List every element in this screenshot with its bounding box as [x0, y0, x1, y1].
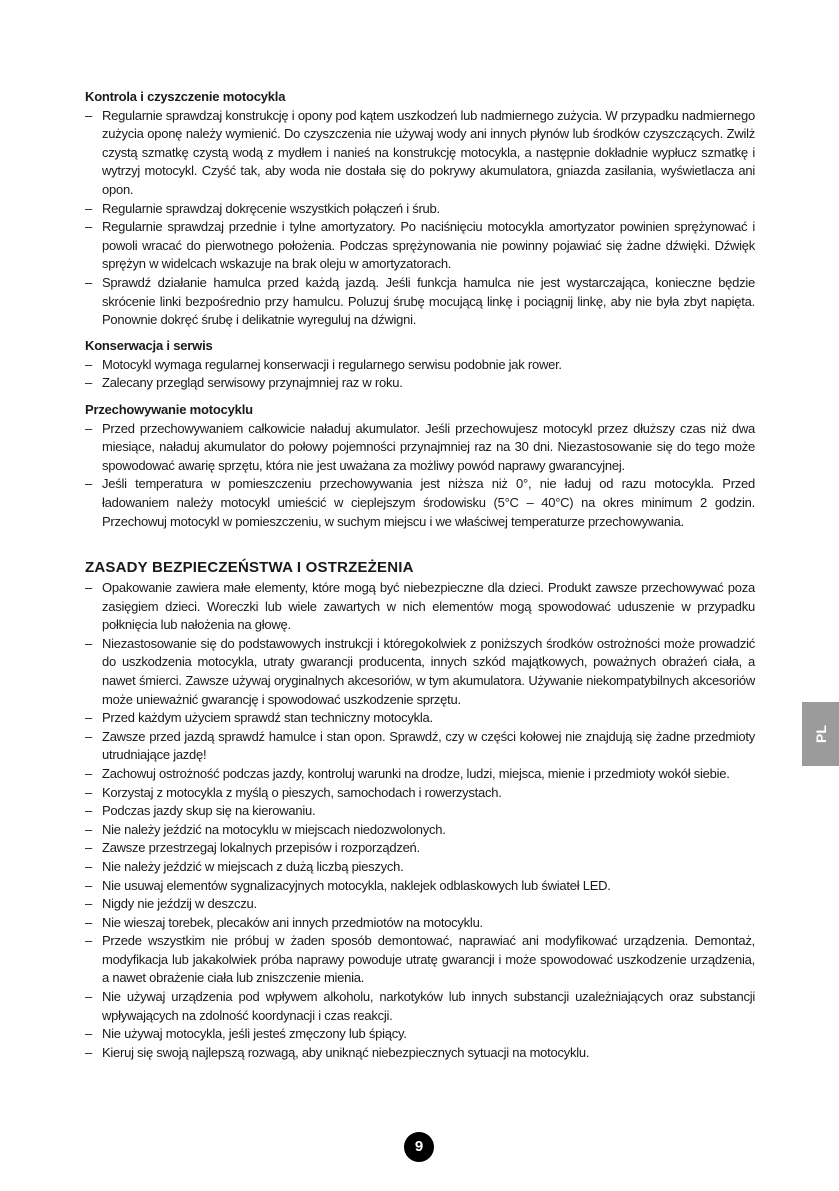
- bullet-dash: –: [85, 200, 92, 216]
- list-item: [85, 200, 755, 219]
- list-item-text: Zachowuj ostrożność podczas jazdy, kontroluj warunki na drodze, ludzi, miejsca, mienie i przedmioty wokół siebie.: [102, 765, 730, 781]
- bullet-dash: –: [85, 989, 92, 1005]
- list-item: [85, 988, 755, 1025]
- list-item: [85, 1025, 755, 1044]
- bullet-dash: –: [85, 840, 92, 856]
- list-item-text: Opakowanie zawiera małe elementy, które mogą być niebezpieczne dla dzieci. Produkt zawsze przechowywać poza zasięgiem dzieci. Woreczki lub wiele zawartych w nich elementów mogą spowodować uduszenie w przypadku połknięcia lub nałożenia na głowę.: [102, 580, 755, 633]
- bullet-dash: –: [85, 476, 92, 492]
- list-item-text: Zawsze przed jazdą sprawdź hamulce i stan opon. Sprawdź, czy w części kołowej nie znajdują się żadne przedmioty utrudniające jazdę!: [102, 728, 755, 763]
- page-number: 9: [404, 1132, 434, 1162]
- list-item: [85, 895, 755, 914]
- list-item: [85, 728, 755, 765]
- list-item: [85, 356, 755, 375]
- bullet-dash: –: [85, 356, 92, 372]
- list-item-text: Niezastosowanie się do podstawowych instrukcji i któregokolwiek z poniższych środków ostrożności może prowadzić do uszkodzenia motocykla, utraty gwarancji producenta, innych szkód majątkowych, poważnych obrażeń ciała, a nawet śmierci. Zawsze używaj oryginalnych akcesoriów, w tym akumulatora. Używanie niekompatybilnych akcesoriów może unieważnić gwarancję i spowodować uszkodzenie sprzętu.: [102, 635, 755, 707]
- list-item-text: Motocykl wymaga regularnej konserwacji i regularnego serwisu podobnie jak rower.: [102, 356, 562, 372]
- bullet-dash: –: [85, 896, 92, 912]
- section-cleaning: [85, 88, 755, 330]
- list-item-text: Przed przechowywaniem całkowicie naładuj akumulator. Jeśli przechowujesz motocykl przez dłuższy czas niż dwa miesiące, naładuj akumulator do połowy pojemności przynajmniej raz na 30 dni. Niezastosowanie się do tego może spowodować awarię sprzętu, która nie jest uważana za możliwy powód naprawy gwarancyjnej.: [102, 420, 755, 473]
- bullet-dash: –: [85, 821, 92, 837]
- list-item: [85, 914, 755, 933]
- list-item: [85, 784, 755, 803]
- list-item: [85, 821, 755, 840]
- section-heading: Konserwacja i serwis: [85, 338, 213, 353]
- safety-heading: ZASADY BEZPIECZEŃSTWA I OSTRZEŻENIA: [85, 559, 414, 576]
- list-item-text: Nie należy jeździć na motocyklu w miejscach niedozwolonych.: [102, 821, 446, 837]
- list-item-text: Podczas jazdy skup się na kierowaniu.: [102, 803, 316, 819]
- bullet-dash: –: [85, 784, 92, 800]
- list-item: [85, 579, 755, 635]
- list-item-text: Nie usuwaj elementów sygnalizacyjnych motocykla, naklejek odblaskowych lub świateł LED.: [102, 877, 611, 893]
- bullet-dash: –: [85, 1044, 92, 1060]
- bullet-dash: –: [85, 765, 92, 781]
- list-item: [85, 475, 755, 531]
- list-item: [85, 218, 755, 274]
- list-item-text: Nie używaj urządzenia pod wpływem alkoholu, narkotyków lub innych substancji uzależniających oraz substancji wpływających na zdolność koordynacji i czas reakcji.: [102, 989, 755, 1023]
- list-item: [85, 709, 755, 728]
- section-heading: Kontrola i czyszczenie motocykla: [85, 89, 286, 104]
- list-item: [85, 420, 755, 476]
- bullet-dash: –: [85, 420, 92, 436]
- bullet-list: [85, 107, 755, 330]
- list-item: [85, 877, 755, 896]
- bullet-dash: –: [85, 933, 92, 949]
- section-maintenance: [85, 337, 755, 393]
- list-item-text: Regularnie sprawdzaj przednie i tylne amortyzatory. Po naciśnięciu motocykla amortyzator powinien sprężynować i powoli wracać do pierwotnego położenia. Podczas sprężynowania nie powinny pojawiać się żadne dźwięki. Dźwięk sprężyn w widelcach wskazuje na brak oleju w amortyzatorach.: [102, 219, 755, 272]
- bullet-dash: –: [85, 914, 92, 930]
- list-item-text: Przed każdym użyciem sprawdź stan techniczny motocykla.: [102, 710, 433, 726]
- language-tab-label: PL: [812, 725, 829, 743]
- list-item: [85, 274, 755, 330]
- list-item-text: Regularnie sprawdzaj konstrukcję i opony pod kątem uszkodzeń lub nadmiernego zużycia. W przypadku nadmiernego zużycia oponę należy wymienić. Do czyszczenia nie używaj wody ani innych płynów lub środków czyszczących. Zwilż czystą szmatkę czystą wodą z mydłem i nanieś na konstrukcję motocykla, a następnie dokładnie wypłucz szmatkę i wytrzyj motocykl. Czyść tak, aby woda nie dostała się do pokrywy akumulatora, gniazda zasilania, wyświetlacza ani opon.: [102, 107, 755, 197]
- bullet-dash: –: [85, 219, 92, 235]
- section-safety: [85, 558, 755, 1062]
- language-tab: [802, 702, 839, 766]
- list-item-text: Kieruj się swoją najlepszą rozwagą, aby uniknąć niebezpiecznych sytuacji na motocyklu.: [102, 1044, 590, 1060]
- list-item: [85, 1044, 755, 1063]
- section-heading: Przechowywanie motocyklu: [85, 402, 253, 417]
- list-item-text: Jeśli temperatura w pomieszczeniu przechowywania jest niższa niż 0°, nie ładuj od razu motocykla. Przed ładowaniem należy motocykl umieścić w cieplejszym środowisku (5°C – 40°C) na okres minimum 2 godzin. Przechowuj motocykl w pomieszczeniu, w suchym miejscu i we właściwej temperaturze przechowywania.: [102, 476, 755, 529]
- bullet-dash: –: [85, 1026, 92, 1042]
- list-item-text: Nie wieszaj torebek, plecaków ani innych przedmiotów na motocyklu.: [102, 914, 483, 930]
- bullet-dash: –: [85, 375, 92, 391]
- bullet-dash: –: [85, 274, 92, 290]
- list-item-text: Nigdy nie jeździj w deszczu.: [102, 896, 257, 912]
- list-item: [85, 107, 755, 200]
- bullet-dash: –: [85, 635, 92, 651]
- list-item: [85, 635, 755, 709]
- list-item: [85, 839, 755, 858]
- bullet-list: [85, 579, 755, 1062]
- list-item-text: Nie używaj motocykla, jeśli jesteś zmęczony lub śpiący.: [102, 1026, 407, 1042]
- list-item: [85, 374, 755, 393]
- list-item: [85, 932, 755, 988]
- list-item-text: Regularnie sprawdzaj dokręcenie wszystkich połączeń i śrub.: [102, 200, 440, 216]
- list-item-text: Sprawdź działanie hamulca przed każdą jazdą. Jeśli funkcja hamulca nie jest wystarczająca, konieczne będzie skrócenie linki bezpośrednio przy hamulcu. Poluzuj śrubę mocującą linkę i pociągnij linkę, aby nie była zbyt napięta. Ponownie dokręć śrubę i delikatnie wyreguluj na dźwigni.: [102, 274, 755, 328]
- list-item-text: Korzystaj z motocykla z myślą o pieszych, samochodach i rowerzystach.: [102, 784, 502, 800]
- list-item: [85, 765, 755, 784]
- bullet-list: [85, 356, 755, 393]
- list-item-text: Zawsze przestrzegaj lokalnych przepisów i rozporządzeń.: [102, 840, 420, 856]
- bullet-dash: –: [85, 580, 92, 595]
- list-item-text: Przede wszystkim nie próbuj w żaden sposób demontować, naprawiać ani modyfikować urządzenia. Demontaż, modyfikacja lub jakakolwiek próba naprawy powoduje utratę gwarancji i może spowodować uszkodzenie urządzenia, a nawet obrażenie ciała lub zniszczenie mienia.: [102, 933, 755, 986]
- section-storage: [85, 401, 755, 531]
- bullet-list: [85, 420, 755, 532]
- list-item-text: Nie należy jeździć w miejscach z dużą liczbą pieszych.: [102, 858, 404, 874]
- list-item-text: Zalecany przegląd serwisowy przynajmniej raz w roku.: [102, 375, 403, 391]
- bullet-dash: –: [85, 877, 92, 893]
- bullet-dash: –: [85, 728, 92, 744]
- bullet-dash: –: [85, 858, 92, 874]
- list-item: [85, 802, 755, 821]
- bullet-dash: –: [85, 710, 92, 726]
- bullet-dash: –: [85, 107, 92, 123]
- list-item: [85, 858, 755, 877]
- bullet-dash: –: [85, 803, 92, 819]
